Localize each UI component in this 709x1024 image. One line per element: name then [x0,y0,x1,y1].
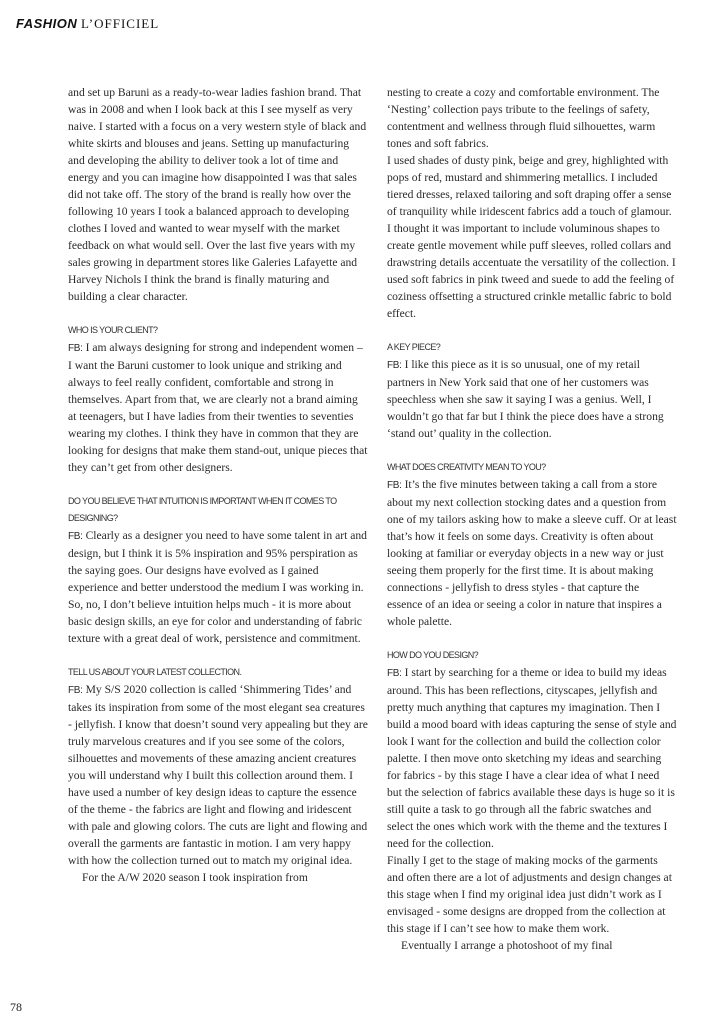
right-column [387,84,677,954]
answer-latest-collection [68,681,368,869]
question-intuition: DO YOU BELIEVE THAT INTUITION IS IMPORTANT WHEN IT COMES TO DESIGNING? [68,496,337,523]
answer-key-piece [387,356,677,442]
left-column [68,84,368,886]
magazine-name: L’OFFICIEL [81,16,160,31]
answer-creativity [387,476,677,630]
answer-label: FB: [387,360,402,371]
answer-how-design [387,664,677,852]
answer-continuation: For the A/W 2020 season I took inspiration from [82,871,308,884]
answer-text: My S/S 2020 collection is called ‘Shimmering Tides’ and takes its inspiration from some of the most elegant sea creatures - jellyfish. I know that doesn’t sound very appealing but they are truly marvelous creatures and if you see some of the colors, silhouettes and movements of these amazing ancient creatures you will understand why I built this collection around them. I have used a number of key design ideas to capture the essence of the theme - the fabrics are light and flowing and iridescent with pale and glowing colors. The cuts are light and flowing and overall the garments are fantastic in motion. I am very happy with how the collection turned out to match my original idea. [68,683,368,867]
question-client: WHO IS YOUR CLIENT? [68,325,158,335]
page-number: 78 [10,1000,22,1014]
question-creativity: WHAT DOES CREATIVITY MEAN TO YOU? [387,462,546,472]
intro-paragraph: and set up Baruni as a ready-to-wear ladies fashion brand. That was in 2008 and when I look back at this I see myself as very naive. I started with a focus on a very western style of black and white skirts and blouses and jeans. Setting up manufacturing and developing the ability to deliver took a lot of time and energy and you can imagine how disappointed I was that sales did not take off. The story of the brand is really how over the following 10 years I took a balanced approach to developing clothes I loved and wanted to wear myself with the market feedback on what would sell. Over the last five years with my sales growing in department stores like Galeries Lafayette and Harvey Nichols I think the brand is finally maturing and building a clear character. [68,86,367,303]
answer-label: FB: [68,343,83,354]
answer-label: FB: [68,531,83,542]
question-latest-collection: TELL US ABOUT YOUR LATEST COLLECTION. [68,667,242,677]
answer-intuition [68,527,368,647]
question-key-piece: A KEY PIECE? [387,342,441,352]
continued-paragraph-2: I used shades of dusty pink, beige and grey, highlighted with pops of red, mustard and shimmering metallics. I included tiered dresses, relaxed tailoring and soft draping offer a sense of tranquility while iridescent fabrics add a touch of glamour. I thought it was important to include voluminous shapes to create gentle movement while puff sleeves, rolled collars and drawstring details accentuate the versatility of the collection. I used soft fabrics in pink tweed and suede to add the feeling of coziness offsetting a structured crinkle metallic fabric to bold effect. [387,154,676,320]
running-header [16,16,159,32]
answer-text: I am always designing for strong and independent women – I want the Baruni customer to look unique and striking and always to feel really confident, comfortable and strong in themselves. Apart from that, we are clearly not a brand aiming at teenagers, but I have ladies from their twenties to seventies wearing my clothes. I think they have in common that they are looking for designs that make them stand-out, unique pieces that they can’t get from other designers. [68,341,368,474]
answer-text: It’s the five minutes between taking a call from a store about my next collection stocking dates and a question from one of my tailors asking how to make a sleeve cuff. Or at least that’s how it feels on some days. Creativity is often about looking at familiar or everyday objects in a new way or just seeing them properly for the first time. It is about making connections - jellyfish to dress styles - that capture the essence of an idea or seeing a color in nature that inspires a whole palette. [387,478,677,628]
answer-label: FB: [387,480,402,491]
answer-text: I like this piece as it is so unusual, one of my retail partners in New York said that one of her customers was speechless when she saw it saying I was a genius. Well, I wouldn’t go that far but I think the piece does have a strong ‘stand out’ quality in the collection. [387,358,664,440]
answer-label: FB: [68,685,83,696]
answer-text: Clearly as a designer you need to have some talent in art and design, but I think it is 5% inspiration and 95% perspiration as the saying goes. Our designs have evolved as I gained experience and better understood the medium I was working in. So, no, I don’t believe intuition helps much - it is more about basic design skills, an eye for color and understanding of fabric texture with a great deal of work, persistence and commitment. [68,529,367,645]
section-label: FASHION [16,16,78,31]
answer-client [68,339,368,476]
answer-text: I start by searching for a theme or idea to build my ideas around. This has been reflections, cityscapes, jellyfish and pretty much anything that captures my imagination. Then I build a mood board with ideas capturing the sense of style and look I want for the collection and build the collection color palette. I then move onto sketching my ideas and searching for fabrics - by this stage I have a clear idea of what I need but the selection of fabrics available these days is huge so it is still quite a task to go through all the fabric swatches and select the ones which work with the theme and the textures I need for the collection. [387,666,677,850]
answer-continuation-2: Eventually I arrange a photoshoot of my final [401,939,613,952]
answer-continuation: Finally I get to the stage of making mocks of the garments and often there are a lot of adjustments and design changes at this stage when I find my original idea just didn’t work as I envisaged - some designs are dropped from the collection at this stage if I can’t see how to make them work. [387,854,672,935]
question-how-design: HOW DO YOU DESIGN? [387,650,479,660]
answer-label: FB: [387,668,402,679]
continued-paragraph: nesting to create a cozy and comfortable environment. The ‘Nesting’ collection pays tribute to the feelings of safety, contentment and wellness through fluid silhouettes, warm tones and soft fabrics. [387,86,660,150]
